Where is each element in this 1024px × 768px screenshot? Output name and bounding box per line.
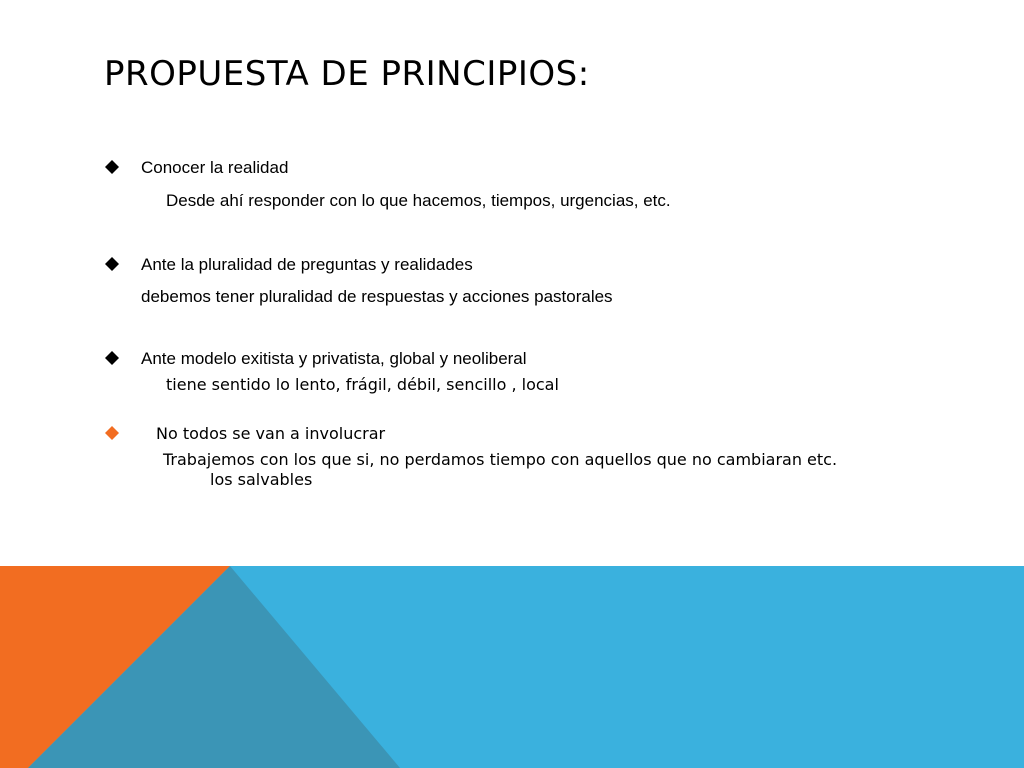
bullet-4-subtext: Trabajemos con los que si, no perdamos tiempo con aquellos que no cambiaran etc. (163, 450, 838, 469)
bullet-4-subtext-continued: los salvables (210, 470, 313, 489)
bullet-1-subtext: Desde ahí responder con lo que hacemos, tiempos, urgencias, etc. (166, 191, 671, 210)
bullet-3-subtext: tiene sentido lo lento, frágil, débil, sencillo , local (166, 375, 559, 394)
diamond-bullet-icon (104, 425, 120, 441)
bullet-2-subtext: debemos tener pluralidad de respuestas y acciones pastorales (141, 287, 613, 306)
diamond-bullet-icon (104, 350, 120, 366)
diamond-bullet-icon (104, 256, 120, 272)
bullet-2-text: Ante la pluralidad de preguntas y realidades (141, 255, 473, 274)
slide-title: PROPUESTA DE PRINCIPIOS: (104, 54, 590, 94)
bullet-3-text: Ante modelo exitista y privatista, global y neoliberal (141, 349, 527, 368)
diamond-bullet-icon (104, 159, 120, 175)
bullet-4-text: No todos se van a involucrar (156, 424, 386, 443)
bullet-1-text: Conocer la realidad (141, 158, 289, 177)
